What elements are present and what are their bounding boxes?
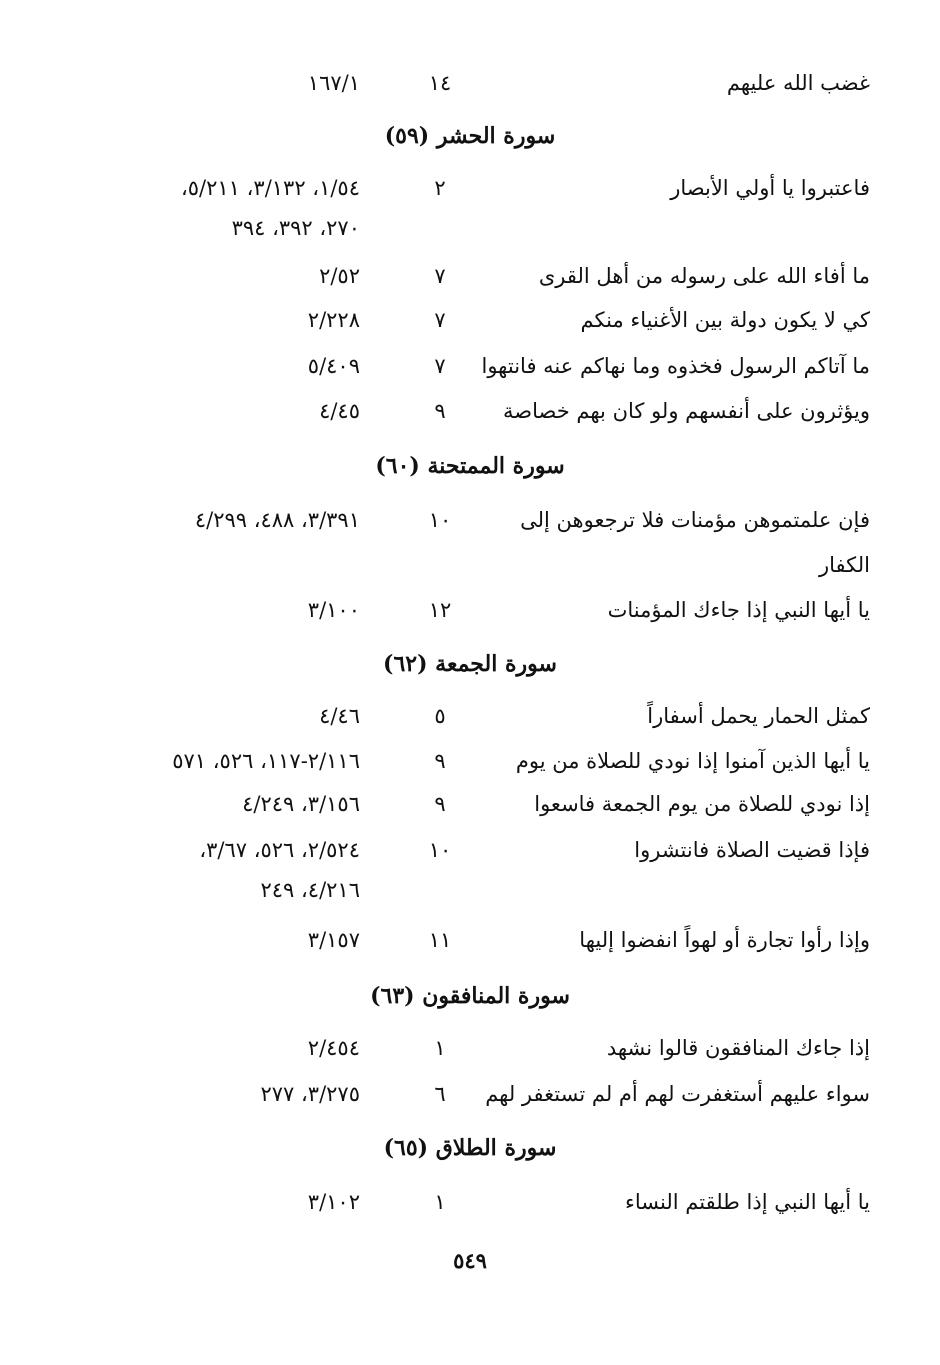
verse-text: فإذا قضيت الصلاة فانتشروا — [634, 838, 870, 862]
verse-text: يا أيها الذين آمنوا إذا نودي للصلاة من يوم — [515, 749, 870, 773]
verse-number: ٦ — [434, 1082, 446, 1106]
page-reference: ٣/١٥٧ — [307, 928, 360, 952]
page-reference: ٣/٢٧٥، ٢٧٧ — [260, 1082, 360, 1106]
verse-number: ١ — [434, 1036, 446, 1060]
verse-number: ١٢ — [428, 598, 452, 622]
verse-number: ١٤ — [428, 71, 452, 95]
index-entry — [0, 346, 940, 386]
index-entry-continuation — [0, 870, 940, 910]
page-reference: ٣/٣٩١، ٤٨٨، ٤/٢٩٩ — [194, 508, 360, 532]
page-reference: ٢/٢٢٨ — [307, 308, 360, 332]
page-reference: ٢/١١٦-١١٧، ٥٢٦، ٥٧١ — [172, 749, 360, 773]
verse-text: الكفار — [819, 553, 870, 577]
page-reference: ٣/١٠٠ — [307, 598, 360, 622]
index-entry — [0, 1074, 940, 1114]
page-reference: ١٦٧/١ — [307, 71, 360, 95]
index-entry — [0, 256, 940, 296]
page-reference: ٢٧٠، ٣٩٢، ٣٩٤ — [231, 216, 360, 240]
page-reference: ٥/٤٠٩ — [307, 354, 360, 378]
page-reference: ٢/٥٢ — [319, 264, 360, 288]
verse-number: ٢ — [434, 176, 446, 200]
verse-number: ١٠ — [428, 508, 452, 532]
verse-number: ١٠ — [428, 838, 452, 862]
index-entry — [0, 168, 940, 208]
verse-number: ٥ — [434, 704, 446, 728]
page-reference: ١/٥٤، ٣/١٣٢، ٥/٢١١، — [180, 176, 360, 200]
verse-number: ١ — [434, 1190, 446, 1214]
verse-number: ٧ — [434, 354, 446, 378]
verse-text: ما آتاكم الرسول فخذوه وما نهاكم عنه فانتهوا — [481, 354, 870, 378]
verse-number: ٩ — [434, 792, 446, 816]
verse-text: وإذا رأوا تجارة أو لهواً انفضوا إليها — [579, 928, 870, 952]
index-entry — [0, 1028, 940, 1068]
surah-heading: سورة الممتحنة (٦٠) — [375, 453, 565, 479]
page-number: ٥٤٩ — [453, 1248, 487, 1273]
index-entry — [0, 784, 940, 824]
index-entry — [0, 830, 940, 870]
index-entry-continuation — [0, 208, 940, 248]
index-entry — [0, 500, 940, 540]
page-reference: ٤/٤٥ — [319, 399, 360, 423]
verse-text: فاعتبروا يا أولي الأبصار — [670, 176, 870, 200]
verse-number: ٩ — [434, 399, 446, 423]
index-entry — [0, 391, 940, 431]
page-reference: ٢/٤٥٤ — [307, 1036, 360, 1060]
verse-text: يا أيها النبي إذا جاءك المؤمنات — [607, 598, 870, 622]
verse-text: إذا نودي للصلاة من يوم الجمعة فاسعوا — [534, 792, 870, 816]
verse-number: ١١ — [428, 928, 452, 952]
page-reference: ٤/٤٦ — [319, 704, 360, 728]
verse-text: سواء عليهم أستغفرت لهم أم لم تستغفر لهم — [485, 1082, 870, 1106]
verse-text: غضب الله عليهم — [726, 71, 870, 95]
surah-heading: سورة الطلاق (٦٥) — [383, 1135, 557, 1161]
surah-heading: سورة المنافقون (٦٣) — [370, 983, 570, 1009]
verse-number: ٧ — [434, 264, 446, 288]
verse-text: ما أفاء الله على رسوله من أهل القرى — [538, 264, 870, 288]
index-entry — [0, 696, 940, 736]
surah-heading: سورة الحشر (٥٩) — [384, 123, 556, 149]
page-reference: ٣/١٥٦، ٤/٢٤٩ — [242, 792, 360, 816]
index-entry — [0, 63, 940, 103]
surah-heading: سورة الجمعة (٦٢) — [383, 651, 557, 677]
index-entry — [0, 590, 940, 630]
page-reference: ٤/٢١٦، ٢٤٩ — [260, 878, 360, 902]
index-entry — [0, 300, 940, 340]
index-entry — [0, 920, 940, 960]
index-entry — [0, 741, 940, 781]
verse-text: كي لا يكون دولة بين الأغنياء منكم — [580, 308, 870, 332]
index-entry-continuation — [0, 545, 940, 585]
page-reference: ٣/١٠٢ — [307, 1190, 360, 1214]
verse-text: ويؤثرون على أنفسهم ولو كان بهم خصاصة — [503, 399, 870, 423]
index-entry — [0, 1182, 940, 1222]
page-reference: ٢/٥٢٤، ٥٢٦، ٣/٦٧، — [199, 838, 360, 862]
verse-text: كمثل الحمار يحمل أسفاراً — [647, 704, 870, 728]
verse-text: فإن علمتموهن مؤمنات فلا ترجعوهن إلى — [520, 508, 870, 532]
verse-text: يا أيها النبي إذا طلقتم النساء — [625, 1190, 870, 1214]
verse-number: ٩ — [434, 749, 446, 773]
verse-number: ٧ — [434, 308, 446, 332]
verse-text: إذا جاءك المنافقون قالوا نشهد — [606, 1036, 870, 1060]
